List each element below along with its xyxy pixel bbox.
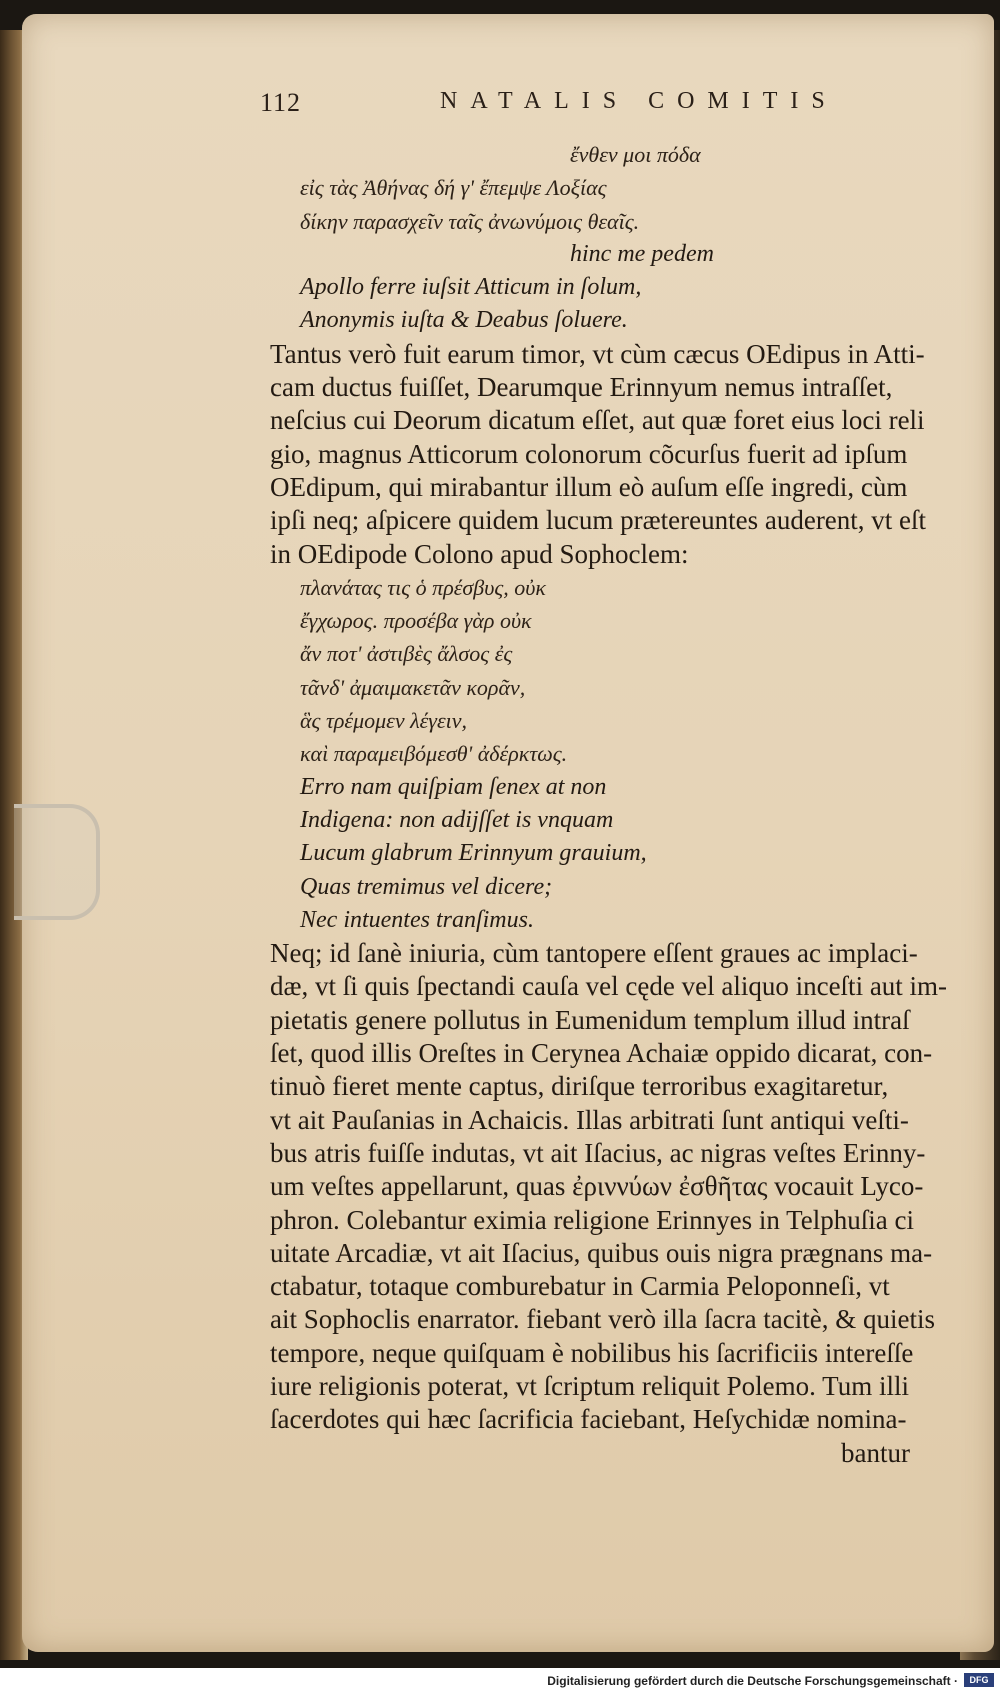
text-line: hinc me pedem [570, 240, 714, 267]
dfg-logo: DFG [964, 1673, 994, 1687]
text-line: cam ductus fuiſſet, Dearumque Erinnyum nemus intraſſet, [270, 372, 893, 403]
text-line: Erro nam quiſpiam ſenex at non [300, 773, 607, 800]
text-line: ἄν ποτ' ἀστιβὲς ἄλσος ἐς [300, 641, 513, 667]
text-line: gio, magnus Atticorum colonorum cõcurſus fuerit ad ipſum [270, 438, 908, 469]
text-line: um veſtes appellarunt, quas ἐριννύων ἐσθῆτας vocauit Lyco- [270, 1171, 924, 1202]
text-line: Neq; id ſanè iniuria, cùm tantopere eſſent graues ac implaci- [270, 938, 918, 969]
text-line: Lucum glabrum Erinnyum grauium, [300, 840, 647, 867]
text-line: ctabatur, totaque comburebatur in Carmia Peloponneſi, vt [270, 1271, 890, 1302]
text-line: τᾶνδ' ἀμαιμακετᾶν κορᾶν, [300, 674, 526, 700]
text-line: πλανάτας τις ὁ πρέσβυς, οὐκ [300, 574, 546, 600]
text-line: καὶ παραμειβόμεσθ' ἀδέρκτως. [300, 741, 568, 767]
text-line: phron. Colebantur eximia religione Erinnyes in Telphuſia ci [270, 1204, 914, 1235]
text-line: dæ, vt ſi quis ſpectandi cauſa vel cęde vel aliquo inceſti aut im- [270, 971, 948, 1002]
text-line: Indigena: non adijſſet is vnquam [300, 806, 614, 833]
footer-bar [0, 1668, 1000, 1694]
text-line: ipſi neq; aſpicere quidem lucum prætereuntes auderent, vt eſt [270, 505, 927, 536]
text-line: iure religionis poterat, vt ſcriptum reliquit Polemo. Tum illi [270, 1370, 909, 1401]
text-line: bus atris fuiſſe indutas, vt ait Iſacius, ac nigras veſtes Erinny- [270, 1137, 926, 1168]
text-line: ἔγχωρος. προσέβα γὰρ οὐκ [300, 608, 532, 634]
page-number: 112 [260, 88, 302, 117]
text-line: tempore, neque quiſquam è nobilibus his ſacrificiis intereſſe [270, 1337, 914, 1368]
text-line: OEdipum, qui mirabantur illum eò auſum eſſe ingredi, cùm [270, 471, 908, 502]
text-line: uitate Arcadiæ, vt ait Iſacius, quibus ouis nigra prægnans ma- [270, 1237, 933, 1268]
text-line: in OEdipode Colono apud Sophoclem: [270, 538, 689, 569]
text-line: εἰς τὰς Ἀθήνας δή γ' ἔπεμψε Λοξίας [300, 175, 607, 201]
text-line: vt ait Pauſanias in Achaicis. Illas arbitrati ſunt antiqui veſti- [270, 1104, 909, 1135]
running-head-title: NATALIS COMITIS [440, 88, 838, 114]
page-text-block [270, 138, 970, 1470]
text-line: Quas tremimus vel dicere; [300, 873, 553, 900]
text-line: Nec intuentes tranſimus. [300, 906, 534, 933]
text-line: δίκην παρασχεῖν ταῖς ἀνωνύμοις θεαῖς. [300, 208, 640, 234]
text-line: neſcius cui Deorum dicatum eſſet, aut quæ foret eius loci reli [270, 405, 925, 436]
text-line: pietatis genere pollutus in Eumenidum templum illud intraſ [270, 1004, 910, 1035]
page-clip [14, 804, 100, 920]
text-line: ἃς τρέμομεν λέγειν, [300, 708, 468, 734]
text-line: ἔνθεν μοι πόδα [570, 142, 701, 167]
text-line: tinuò fieret mente captus, diriſque terroribus exagitaretur, [270, 1071, 889, 1102]
text-line: Tantus verò fuit earum timor, vt cùm cæcus OEdipus in Atti- [270, 338, 925, 369]
funding-credit: Digitalisierung gefördert durch die Deutsche Forschungsgemeinschaft · [547, 1674, 958, 1688]
text-line: ſacerdotes qui hæc ſacrificia faciebant, Heſychidæ nomina- [270, 1404, 907, 1435]
text-line: ſet, quod illis Oreſtes in Cerynea Achaiæ oppido dicarat, con- [270, 1038, 933, 1069]
text-line: bantur [841, 1437, 910, 1468]
text-line: ait Sophoclis enarrator. fiebant verò illa ſacra tacitè, & quietis [270, 1304, 936, 1335]
text-line: Anonymis iuſta & Deabus ſoluere. [300, 307, 628, 334]
text-line: Apollo ferre iuſsit Atticum in ſolum, [300, 274, 642, 301]
running-head [250, 78, 930, 118]
